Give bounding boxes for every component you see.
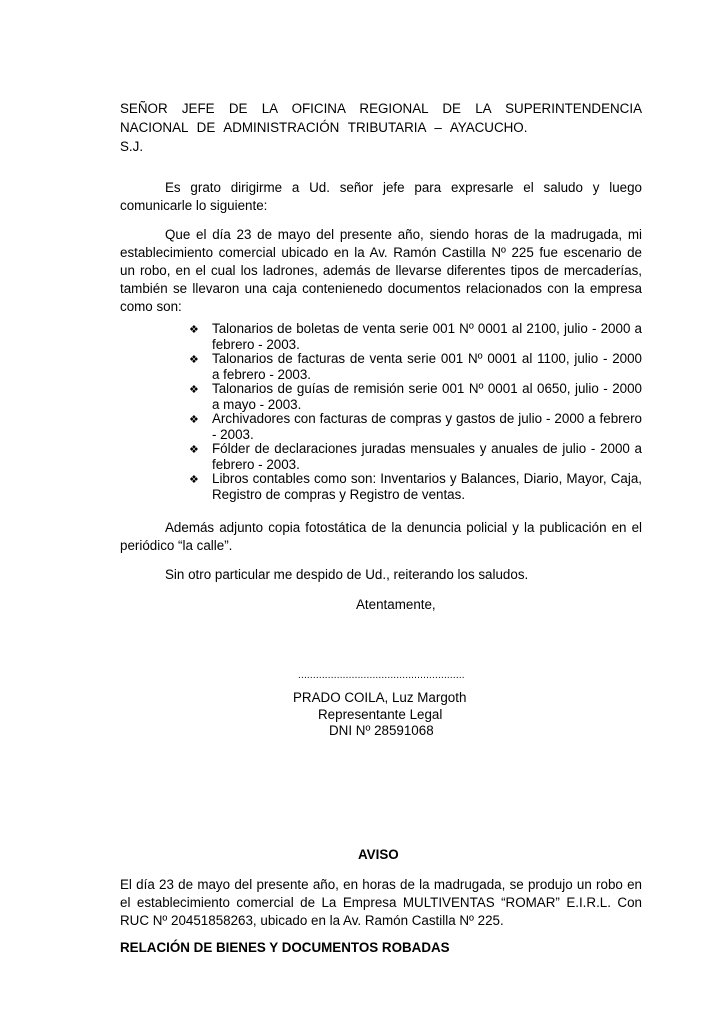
list-item-line: Archivadores con facturas de compras y gastos de julio - 2000 a febrero [212, 411, 642, 426]
addressee-line-1: SEÑOR JEFE DE LA OFICINA REGIONAL DE LA SUPERINTENDENCIA [120, 101, 642, 116]
diamond-bullet-icon: ❖ [189, 384, 199, 396]
diamond-bullet-icon: ❖ [189, 444, 199, 456]
list-item-line: febrero - 2003. [212, 337, 300, 352]
list-item-line: a febrero - 2003. [212, 367, 312, 382]
list-item-line: a mayo - 2003. [212, 397, 302, 412]
diamond-bullet-icon: ❖ [189, 354, 199, 366]
list-item-line: Talonarios de facturas de venta serie 001 Nº 0001 al 1100, julio - 2000 [212, 351, 642, 366]
addressee-line-2: NACIONAL DE ADMINISTRACIÓN TRIBUTARIA – AYACUCHO. [120, 120, 528, 135]
paragraph-2-line-3: un robo, en el cual los ladrones, además de llevarse diferentes tipos de mercaderías, [120, 263, 642, 278]
signer-role: Representante Legal [318, 707, 443, 722]
paragraph-1-line-2: comunicarle lo siguiente: [120, 198, 268, 213]
paragraph-2-line-5: como son: [120, 299, 182, 314]
addressee-sj: S.J. [120, 139, 144, 154]
list-item-line: Registro de compras y Registro de ventas. [212, 487, 466, 502]
diamond-bullet-icon: ❖ [189, 474, 199, 486]
aviso-line-2: el establecimiento comercial de La Empresa MULTIVENTAS “ROMAR” E.I.R.L. Con [120, 895, 642, 910]
list-item-line: Fólder de declaraciones juradas mensuales y anuales de julio - 2000 a [212, 441, 642, 456]
list-item-line: Talonarios de guías de remisión serie 001 Nº 0001 al 0650, julio - 2000 [212, 381, 642, 396]
section-heading: RELACIÓN DE BIENES Y DOCUMENTOS ROBADAS [120, 940, 450, 955]
paragraph-1-line-1: Es grato dirigirme a Ud. señor jefe para expresarle el saludo y luego [165, 180, 642, 195]
paragraph-3-line-2: periódico “la calle”. [120, 538, 233, 553]
signature-line: ........................................................ [298, 670, 465, 681]
aviso-line-3: RUC Nº 20451858263, ubicado en la Av. Ramón Castilla Nº 225. [120, 913, 504, 928]
closing-text: Atentamente, [356, 597, 436, 612]
paragraph-2-line-4: también se llevaron una caja contenienedo documentos relacionados con la empresa [120, 281, 642, 296]
list-item-line: febrero - 2003. [212, 457, 300, 472]
paragraph-3-line-1: Además adjunto copia fotostática de la denuncia policial y la publicación en el [165, 520, 642, 535]
paragraph-4: Sin otro particular me despido de Ud., reiterando los saludos. [165, 567, 529, 582]
diamond-bullet-icon: ❖ [189, 324, 199, 336]
aviso-line-1: El día 23 de mayo del presente año, en horas de la madrugada, se produjo un robo en [120, 877, 642, 892]
aviso-title: AVISO [358, 847, 399, 862]
signer-dni: DNI Nº 28591068 [329, 723, 434, 738]
list-item-line: Talonarios de boletas de venta serie 001 Nº 0001 al 2100, julio - 2000 a [212, 321, 642, 336]
signer-name: PRADO COILA, Luz Margoth [293, 690, 467, 705]
diamond-bullet-icon: ❖ [189, 414, 199, 426]
list-item-line: Libros contables como son: Inventarios y Balances, Diario, Mayor, Caja, [212, 471, 642, 486]
paragraph-2-line-1: Que el día 23 de mayo del presente año, siendo horas de la madrugada, mi [165, 227, 642, 242]
list-item-line: - 2003. [212, 427, 254, 442]
paragraph-2-line-2: establecimiento comercial ubicado en la Av. Ramón Castilla Nº 225 fue escenario de [120, 245, 642, 260]
